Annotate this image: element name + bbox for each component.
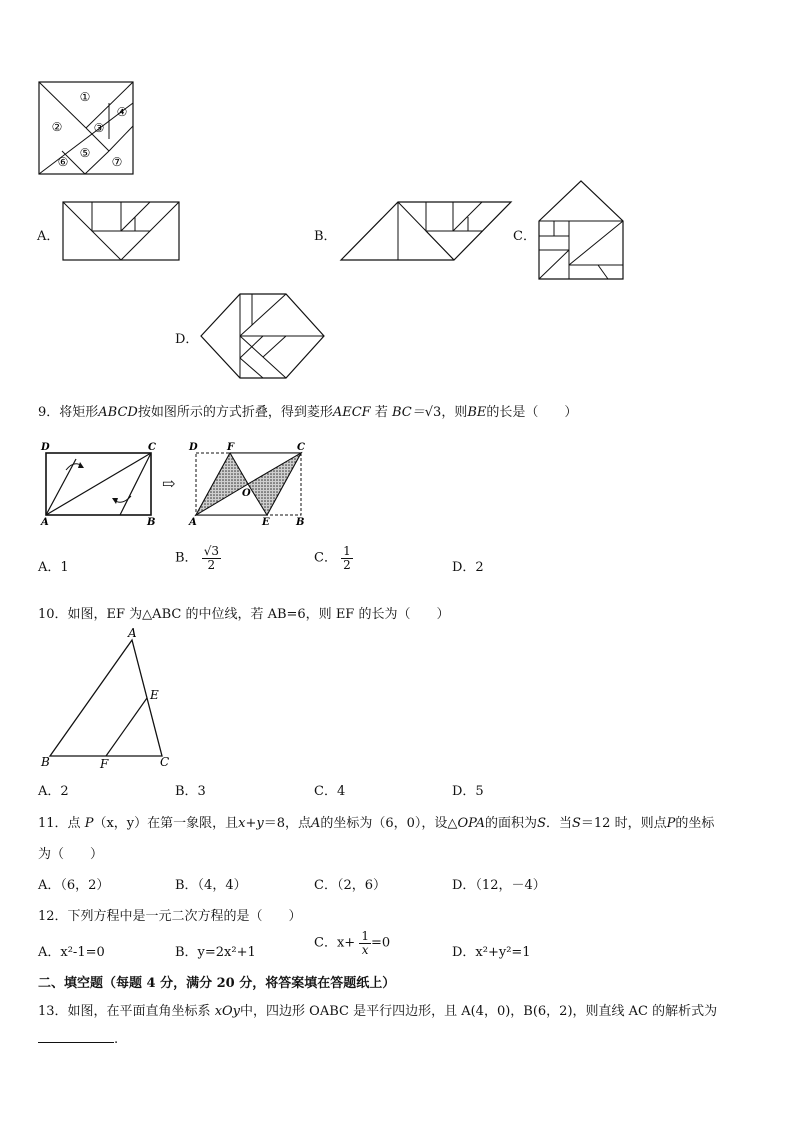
q10-question: 10．如图，EF 为△ABC 的中位线，若 AB=6，则 EF 的长为（ ） (38, 607, 450, 622)
q9-label-c2: C (297, 442, 305, 453)
q10-label-e: E (150, 688, 159, 702)
q9-label-d1: D (41, 442, 50, 453)
q9-label-b1: B (147, 517, 156, 528)
q9-label-a2: A (189, 517, 197, 528)
q8-option-b-label[interactable]: B． (314, 229, 337, 244)
q10-label-c: C (160, 755, 170, 769)
q12-option-c[interactable]: C．x+ $\frac{1}{x}$ =0 (314, 929, 391, 957)
q9-option-d[interactable]: D．2 (452, 560, 484, 575)
q11-option-a[interactable]: A．（6，2） (38, 878, 110, 893)
q12-question: 12．下列方程中是一元二次方程的是（ ） (38, 909, 302, 924)
tangram-label-4: ④ (116, 105, 128, 119)
q10-triangle-figure (38, 626, 178, 771)
tangram-figure (38, 81, 134, 175)
q9-option-b[interactable]: B． $\frac{√3}{2}$ (175, 544, 219, 572)
q8-option-b-figure[interactable] (340, 201, 512, 261)
q9-option-b-fraction: $\frac{√3}{2}$ (203, 544, 219, 572)
q11-question-line1: 11．点 P（x，y）在第一象限，且x+y＝8，点A的坐标为（6，0），设△OPA的面积为S．当S＝12 时，则点P的坐标 (38, 816, 715, 831)
q11-question-line2: 为（ ） (38, 847, 104, 862)
q9-label-e: E (262, 517, 270, 528)
q10-label-b: B (41, 755, 50, 769)
q9-label-f: F (227, 442, 235, 453)
q9-option-c-fraction: $\frac{1}{2}$ (343, 544, 351, 572)
q8-option-d-figure[interactable] (200, 292, 325, 380)
section-2-title: 二、填空题（每题 4 分，满分 20 分，将答案填在答题纸上） (38, 976, 396, 991)
q12-option-b[interactable]: B．y=2x²+1 (175, 945, 256, 960)
q10-label-a: A (128, 626, 137, 640)
q9-option-a[interactable]: A．1 (38, 560, 69, 575)
q8-option-c-figure[interactable] (538, 180, 624, 280)
q9-label-b2: B (296, 517, 305, 528)
q9-label-d2: D (189, 442, 198, 453)
tangram-label-6: ⑥ (57, 155, 69, 169)
q13-question: 13．如图，在平面直角坐标系 xOy中，四边形 OABC 是平行四边形，且 A(4，0)，B(6，2)，则直线 AC 的解析式为 (38, 1004, 718, 1019)
answer-blank-line[interactable] (38, 1042, 114, 1043)
tangram-label-5: ⑤ (79, 146, 91, 160)
q11-option-d[interactable]: D．（12，－4） (452, 878, 546, 893)
q8-option-d-label[interactable]: D． (175, 332, 199, 347)
q11-option-b[interactable]: B．（4，4） (175, 878, 247, 893)
q10-option-b[interactable]: B．3 (175, 784, 206, 799)
q12-option-c-fraction: $\frac{1}{x}$ (361, 929, 369, 957)
q8-option-c-label[interactable]: C． (513, 229, 536, 244)
q10-option-c[interactable]: C．4 (314, 784, 346, 799)
q8-option-a-label[interactable]: A． (37, 229, 60, 244)
q10-option-a[interactable]: A．2 (38, 784, 69, 799)
q9-label-o: O (242, 488, 251, 499)
q9-question: 9．将矩形ABCD按如图所示的方式折叠，得到菱形AECF 若 BC＝√3，则BE的长是（ ） (38, 405, 578, 420)
q12-option-a[interactable]: A．x²-1=0 (38, 945, 105, 960)
q9-label-a1: A (41, 517, 49, 528)
q8-option-a-figure[interactable] (62, 201, 180, 262)
q9-figure-rectangle (36, 440, 161, 528)
q10-option-d[interactable]: D．5 (452, 784, 484, 799)
q13-answer-blank[interactable]: . (38, 1032, 118, 1047)
tangram-label-2: ② (51, 120, 63, 134)
tangram-label-7: ⑦ (111, 155, 123, 169)
tangram-label-1: ① (79, 90, 91, 104)
arrow-icon: ⇨ (162, 474, 176, 493)
q12-option-d[interactable]: D．x²+y²=1 (452, 945, 531, 960)
q9-option-c[interactable]: C． $\frac{1}{2}$ (314, 544, 351, 572)
q9-label-c1: C (148, 442, 156, 453)
q11-option-c[interactable]: C．（2，6） (314, 878, 386, 893)
tangram-label-3: ③ (93, 121, 105, 135)
q10-label-f: F (100, 757, 109, 771)
q9-figure-rhombus (186, 440, 311, 528)
